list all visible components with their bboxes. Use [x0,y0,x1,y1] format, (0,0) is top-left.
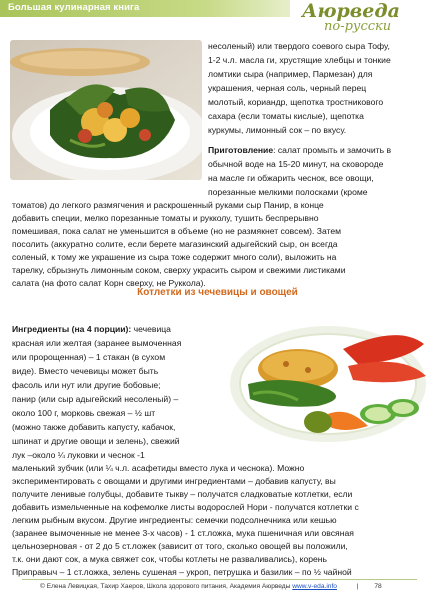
text-line: цельнозерновая - от 2 до 5 ст.ложек (зависит от того, сколько овощей вы положили, [12,541,348,551]
page-footer [40,583,420,590]
text-line: тарелку, сбрызнуть лимонным соком, сверху украсить сыром и свежими листиками [12,265,346,275]
page-number: 78 [374,583,382,590]
text-line: салата (на фото салат Корн сверху, не Руккола). [12,278,206,288]
prep-first-line [208,145,420,156]
header-bar [0,0,290,17]
text-line: шпинат и другие овощи и зелень), свежий [12,436,180,446]
text-line: добавить измельченные на кофемолке листы водорослей Нори - получатся котлетки с [12,502,359,512]
logo-text-sub: по-русски [324,19,392,34]
text-line: томатов) до легкого размягчения и раскрошенный руками сыр Панир, в конце [12,200,324,210]
text-line: (заранее вымоченные не менее 3-х часов) - 1 ст.ложка, мука пшеничная или овсяная [12,528,354,538]
text-line: панир (или сыр адыгейский несоленый) – [12,394,179,404]
salad-photo [10,40,202,180]
text-line: красная или желтая (заранее вымоченная [12,338,182,348]
text-line: помешивая, пока салат не уменьшится в объеме (но не размякнет совсем). Затем [12,226,342,236]
text-line: несоленый) или твердого соевого сыра Тофу, [208,41,390,51]
text-line: на масле ги обжарить чеснок, все овощи, [208,173,374,183]
text-line: чечевица [131,324,171,334]
text-line: молотый, кориандр, щепотка тростникового [208,97,384,107]
text-line: соленый, к тому же украшение из сыра тоже содержит много соли), выложить на [12,252,337,262]
text-line: : салат промыть и замочить в [273,145,392,155]
text-line: лук –около ¼ луковки и чеснок -1 [12,450,145,460]
section-title: Котлетки из чечевицы и овощей [137,287,298,298]
cutlets-photo [228,314,428,446]
text-line: 1-2 ч.л. масла ги, хрустящие хлебцы и тонкие [208,55,391,65]
text-line: украшения, черная соль, черный перец [208,83,367,93]
text-line: маленький зубчик (или ¼ ч.л. асафетиды вместо лука и чеснока). Можно [12,463,305,473]
text-line: т.к. они дают сок, а мука свяжет сок, чтобы котлеты не разваливались), корень [12,554,328,564]
text-line: фасоль или нут или другие бобовые; [12,380,161,390]
book-title: Большая кулинарная книга [8,2,140,13]
text-line: или пророщенная) – 1 стакан (в сухом [12,352,166,362]
text-line: посолить (аккуратно солите, если берете магазинский адыгейский сыр, он всегда [12,239,338,249]
text-line: получите ленивые голубцы, добавите тыкву – получатся сладковатые котлетки, если [12,489,353,499]
preparation-label: Приготовление [208,145,274,155]
text-line: добавить специи, мелко порезанные томаты и рукколу, тушить беспрерывно [12,213,319,223]
text-line: обычной воде на 15-20 минут, на сковороде [208,159,384,169]
website-link[interactable]: www.v-eda.info [292,583,337,590]
text-line: куркумы, лимонный сок – по вкусу. [208,125,347,135]
ingredients-label: Ингредиенты (на 4 порции): [12,324,132,334]
text-line: порезанные мелкими полосками (кроме [208,187,368,197]
text-line: (можно также добавить капусту, кабачок, [12,422,176,432]
ayurveda-logo [302,0,432,40]
text-line: ломтики сыра (например, Пармезан) для [208,69,373,79]
text-line: сахара (если томаты кислые), щепотка [208,111,364,121]
ingredients-first-line [12,324,224,335]
text-line: экспериментировать с овощами и другими ингредиентами – добавив капусту, вы [12,476,336,486]
text-line: около 100 г, морковь свежая – ½ шт [12,408,156,418]
footer-credit: © Елена Левицкая, Тахир Хаеров, Школа здорового питания, Академия Аюрведы [40,583,291,590]
text-line: виде). Вместо чечевицы может быть [12,366,159,376]
footer-divider-line [22,579,417,580]
footer-separator: | [356,583,359,590]
text-line: легким рыбным вкусом. Другие ингредиенты: семечки подсолнечника или кешью [12,515,337,525]
text-line: Приправыч – 1 ст.ложка, зелень сушеная – укроп, петрушка и базилик – по ½ чайной [12,567,352,577]
logo-text-main: Аюрведа [302,0,400,22]
